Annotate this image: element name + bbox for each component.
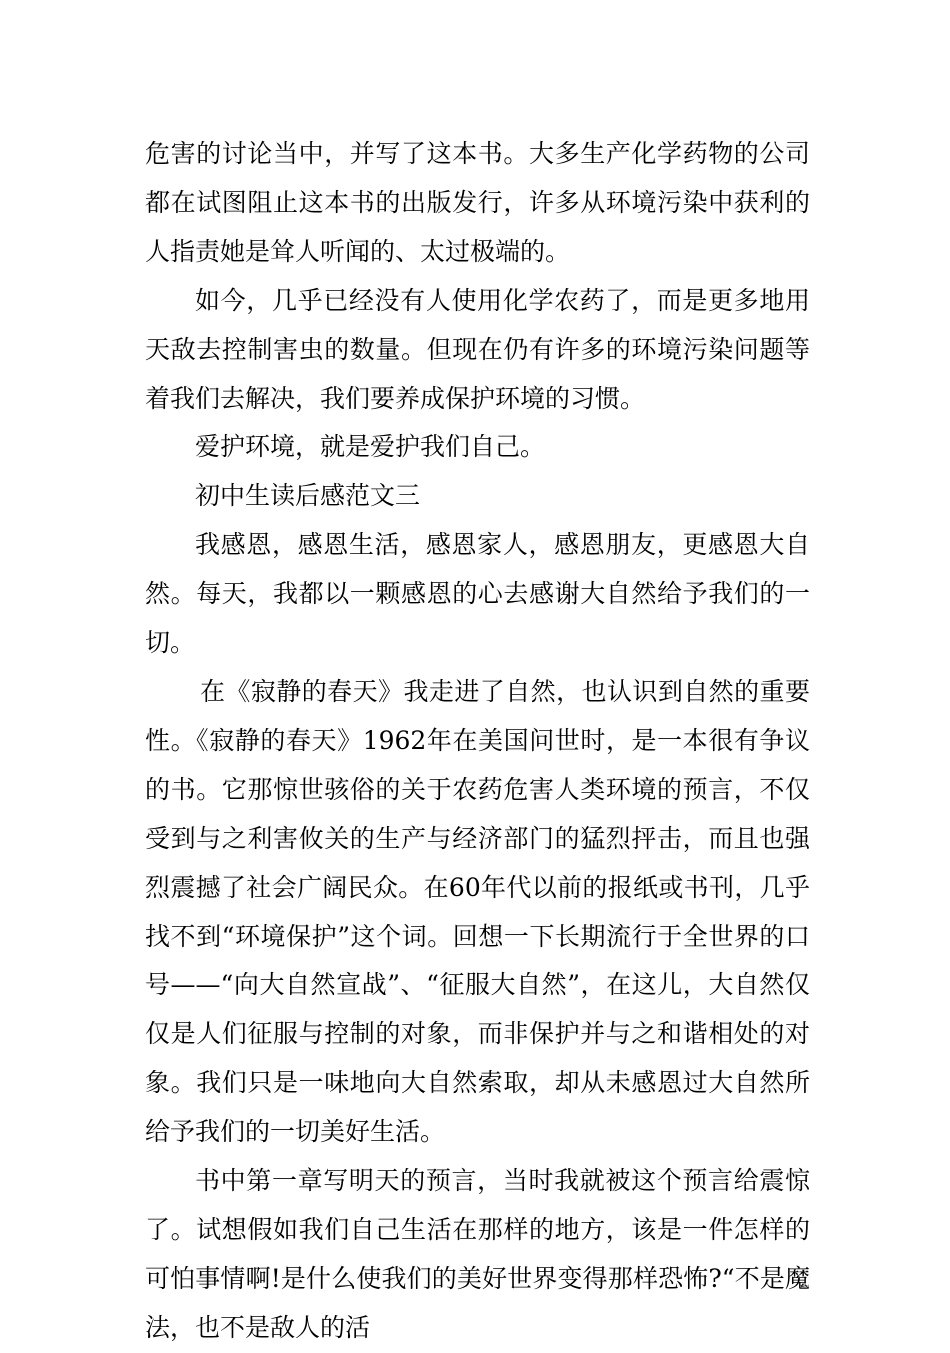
paragraph-protect-environment: 爱护环境，就是爱护我们自己。 [195, 432, 546, 462]
paragraph-chapter-one: 书中第一章写明天的预言，当时我就被这个预言给震惊了。试想假如我们自己生活在那样的地方，该是一件怎样的可怕事情啊!是什么使我们的美好世界变得那样恐怖?“不是魔法，也不是敌人的活 [145, 1166, 810, 1342]
document-body [145, 130, 810, 1353]
paragraph-gratitude: 我感恩，感恩生活，感恩家人，感恩朋友，更感恩大自然。每天，我都以一颗感恩的心去感谢大自然给予我们的一切。 [145, 530, 810, 658]
paragraph-continued: 危害的讨论当中，并写了这本书。大多生产化学药物的公司都在试图阻止这本书的出版发行，许多从环境污染中获利的人指责她是耸人听闻的、太过极端的。 [145, 139, 810, 266]
section-heading: 初中生读后感范文三 [195, 481, 421, 511]
paragraph-silent-spring: 在《寂静的春天》我走进了自然，也认识到自然的重要性。《寂静的春天》1962年在美国问世时，是一本很有争议的书。它那惊世骇俗的关于农药危害人类环境的预言，不仅受到与之利害攸关的生产与经济部门的猛烈抨击，而且也强烈震撼了社会广阔民众。在60年代以前的报纸或书刊，几乎找不到“环境保护”这个词。回想一下长期流行于全世界的口号——“向大自然宣战”、“征服大自然”，在这儿，大自然仅仅是人们征服与控制的对象，而非保护并与之和谐相处的对象。我们只是一味地向大自然索取，却从未感恩过大自然所给予我们的一切美好生活。 [145, 676, 810, 1147]
paragraph-pesticides-today: 如今，几乎已经没有人使用化学农药了，而是更多地用天敌去控制害虫的数量。但现在仍有许多的环境污染问题等着我们去解决，我们要养成保护环境的习惯。 [145, 285, 810, 413]
